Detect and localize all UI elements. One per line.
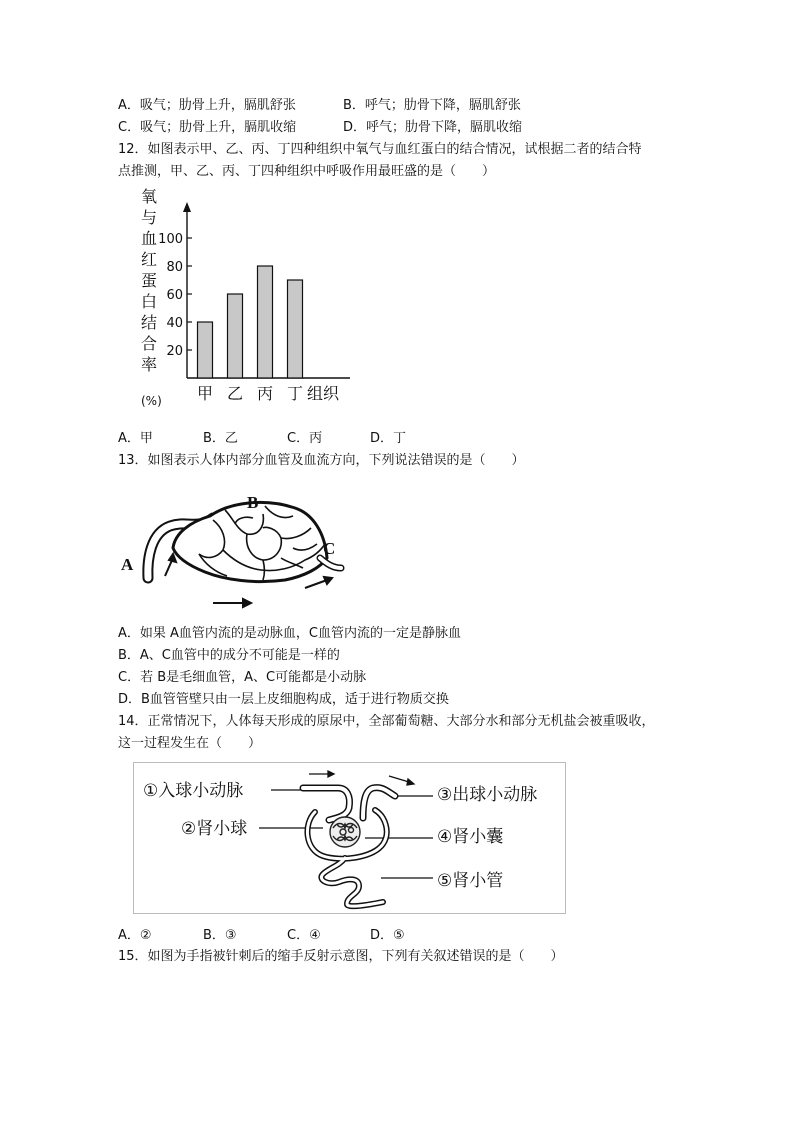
y-tick-label: 100 — [158, 232, 183, 247]
bar-丁 — [288, 280, 303, 378]
q11-option-d: D．呼气；肋骨下降，膈肌收缩 — [343, 120, 523, 135]
label-renal-tubule: ⑤肾小管 — [437, 871, 504, 891]
label-c: C — [323, 539, 336, 558]
q12-stem-line1: 12．如图表示甲、乙、丙、丁四种组织中氧气与血红蛋白的结合情况，试根据二者的结合特 — [118, 142, 642, 157]
chart-ylabel-text: 氧与血红蛋白结合率(%) — [141, 187, 162, 408]
q14-stem-line2: 这一过程发生在（ ） — [118, 736, 262, 751]
q11-option-a: A．吸气；肋骨上升，膈肌舒张 — [118, 98, 296, 113]
q13-option-d: D．B血管管壁只由一层上皮细胞构成，适于进行物质交换 — [118, 692, 449, 707]
q13-option-c: C．若 B是毛细血管，A、C可能都是小动脉 — [118, 670, 367, 685]
q12-option-a: A．甲 — [118, 431, 153, 446]
q11-option-b: B．呼气；肋骨下降，膈肌舒张 — [343, 98, 521, 113]
blood-vessel-diagram — [115, 488, 355, 618]
label-efferent-arteriole: ③出球小动脉 — [437, 785, 538, 805]
q14-option-c: C．④ — [287, 928, 321, 943]
x-tick-label: 丁 — [286, 384, 304, 403]
q14-option-b: B．③ — [203, 928, 237, 943]
label-a: A — [121, 555, 134, 574]
y-tick-label: 80 — [166, 260, 183, 275]
q14-stem-line1: 14．正常情况下，人体每天形成的原尿中，全部葡萄糖、大部分水和部分无机盐会被重吸收， — [118, 714, 655, 729]
y-tick-label: 40 — [166, 316, 183, 331]
q14-option-d: D．⑤ — [370, 928, 405, 943]
x-axis-label: 组织 — [307, 384, 340, 403]
x-tick-label: 丙 — [256, 384, 274, 403]
label-afferent-arteriole: ①入球小动脉 — [143, 781, 244, 801]
label-glomerulus: ②肾小球 — [181, 819, 248, 839]
y-axis-arrow — [183, 202, 191, 212]
y-tick-label: 60 — [166, 288, 183, 303]
q12-option-d: D．丁 — [370, 431, 407, 446]
q13-stem: 13．如图表示人体内部分血管及血流方向，下列说法错误的是（ ） — [118, 453, 525, 468]
bar-丙 — [258, 266, 273, 378]
oxygen-hemoglobin-bar-chart — [135, 188, 365, 413]
q12-option-b: B．乙 — [203, 431, 238, 446]
q12-option-c: C．丙 — [287, 431, 323, 446]
x-tick-label: 甲 — [196, 384, 214, 403]
q14-option-a: A．② — [118, 928, 152, 943]
q13-option-b: B．A、C血管中的成分不可能是一样的 — [118, 648, 340, 663]
q11-option-c: C．吸气；肋骨上升，膈肌收缩 — [118, 120, 297, 135]
vessel-b-network — [173, 502, 327, 581]
x-tick-label: 乙 — [226, 384, 244, 403]
chart-xlabels — [197, 384, 340, 403]
label-renal-capsule: ④肾小囊 — [437, 827, 504, 847]
bar-甲 — [198, 322, 213, 378]
glomerulus — [330, 817, 360, 847]
q12-stem-line2: 点推测，甲、乙、丙、丁四种组织中呼吸作用最旺盛的是（ ） — [118, 164, 496, 179]
y-tick-label: 20 — [166, 344, 183, 359]
bar-乙 — [228, 294, 243, 378]
chart-bars — [198, 266, 303, 378]
nephron-diagram — [133, 762, 566, 914]
q13-option-a: A．如果 A血管内流的是动脉血，C血管内流的一定是静脉血 — [118, 626, 461, 641]
chart-ylabel — [141, 187, 162, 408]
label-b: B — [247, 493, 259, 512]
q15-stem: 15．如图为手指被针刺后的缩手反射示意图，下列有关叙述错误的是（ ） — [118, 949, 564, 964]
